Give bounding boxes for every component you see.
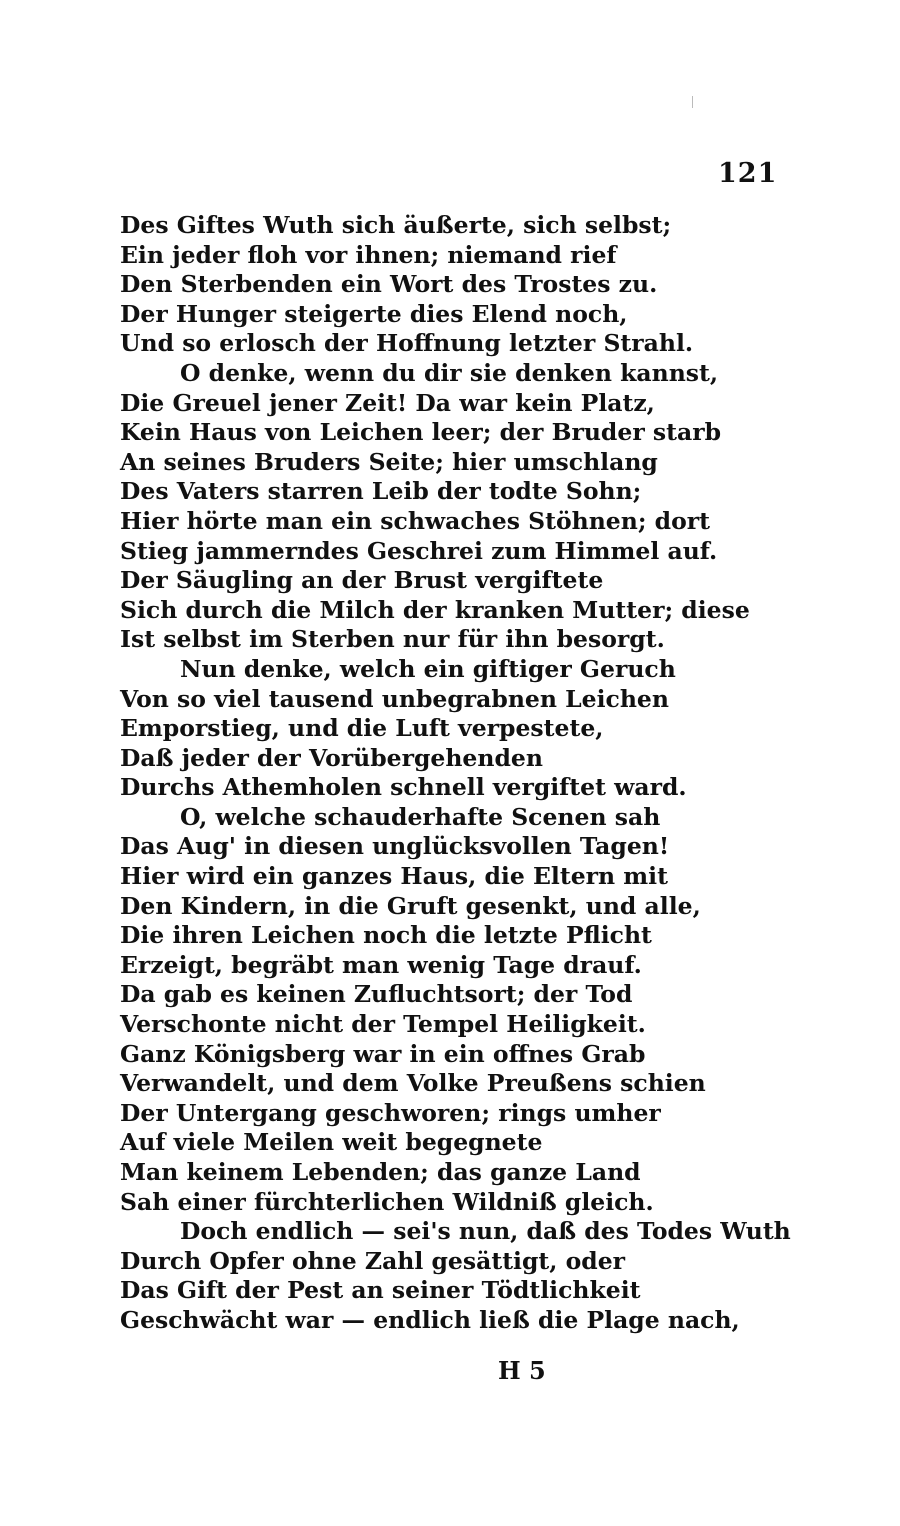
poem-line: Verwandelt, und dem Volke Preußens schien (120, 1069, 706, 1098)
poem-line: Man keinem Lebenden; das ganze Land (120, 1158, 641, 1186)
poem-line: Sah einer fürchterlichen Wildniß gleich. (120, 1187, 654, 1216)
poem-line: Ganz Königsberg war in ein offnes Grab (120, 1039, 646, 1068)
poem-line: Das Aug' in diesen unglücksvollen Tagen! (120, 832, 670, 861)
poem-text (120, 211, 800, 1336)
poem-line: Den Sterbenden ein Wort des Trostes zu. (120, 270, 658, 299)
poem-line: Doch endlich — sei's nun, daß des Todes Wuth (180, 1217, 791, 1246)
poem-line: Den Kindern, in die Gruft gesenkt, und alle, (120, 891, 701, 920)
poem-line: O, welche schauderhafte Scenen sah (180, 802, 661, 831)
poem-line: Hier hörte man ein schwaches Stöhnen; dort (120, 506, 711, 535)
poem-line: Die ihren Leichen noch die letzte Pflicht (120, 921, 652, 950)
signature-mark: H 5 (498, 1356, 546, 1385)
poem-line: Der Hunger steigerte dies Elend noch, (120, 299, 628, 328)
poem-line: O denke, wenn du dir sie denken kannst, (180, 358, 719, 387)
poem-line: Die Greuel jener Zeit! Da war kein Platz, (120, 388, 655, 417)
poem-line: Da gab es keinen Zufluchtsort; der Tod (120, 980, 633, 1009)
poem-line: Erzeigt, begräbt man wenig Tage drauf. (120, 950, 642, 979)
poem-line: Des Vaters starren Leib der todte Sohn; (120, 477, 642, 506)
poem-line: Durch Opfer ohne Zahl gesättigt, oder (120, 1246, 626, 1275)
poem-line: Von so viel tausend unbegrabnen Leichen (120, 684, 669, 713)
poem-line: Stieg jammerndes Geschrei zum Himmel auf. (120, 536, 718, 565)
poem-line: Des Giftes Wuth sich äußerte, sich selbst; (120, 211, 672, 239)
poem-line: Nun denke, welch ein giftiger Geruch (180, 654, 676, 683)
poem-line: Auf viele Meilen weit begegnete (120, 1128, 543, 1157)
poem-line: Ist selbst im Sterben nur für ihn besorgt. (120, 625, 665, 654)
poem-line: Emporstieg, und die Luft verpestete, (120, 714, 604, 743)
poem-line: Hier wird ein ganzes Haus, die Eltern mit (120, 862, 668, 891)
poem-line: Verschonte nicht der Tempel Heiligkeit. (120, 1010, 646, 1039)
poem-line: Der Untergang geschworen; rings umher (120, 1098, 661, 1127)
paper-speck (692, 96, 693, 108)
poem-line: Das Gift der Pest an seiner Tödtlichkeit (120, 1276, 641, 1305)
page-number: 121 (718, 158, 778, 189)
poem-line: Daß jeder der Vorübergehenden (120, 743, 543, 772)
poem-line: Geschwächt war — endlich ließ die Plage nach, (120, 1305, 740, 1334)
poem-line: Ein jeder floh vor ihnen; niemand rief (120, 240, 617, 269)
poem-line: Der Säugling an der Brust vergiftete (120, 566, 604, 595)
poem-line: An seines Bruders Seite; hier umschlang (120, 447, 658, 476)
poem-line: Kein Haus von Leichen leer; der Bruder starb (120, 418, 722, 447)
poem-line: Durchs Athemholen schnell vergiftet ward. (120, 773, 687, 802)
poem-line: Sich durch die Milch der kranken Mutter; diese (120, 595, 750, 624)
poem-line: Und so erlosch der Hoffnung letzter Strahl. (120, 329, 694, 358)
